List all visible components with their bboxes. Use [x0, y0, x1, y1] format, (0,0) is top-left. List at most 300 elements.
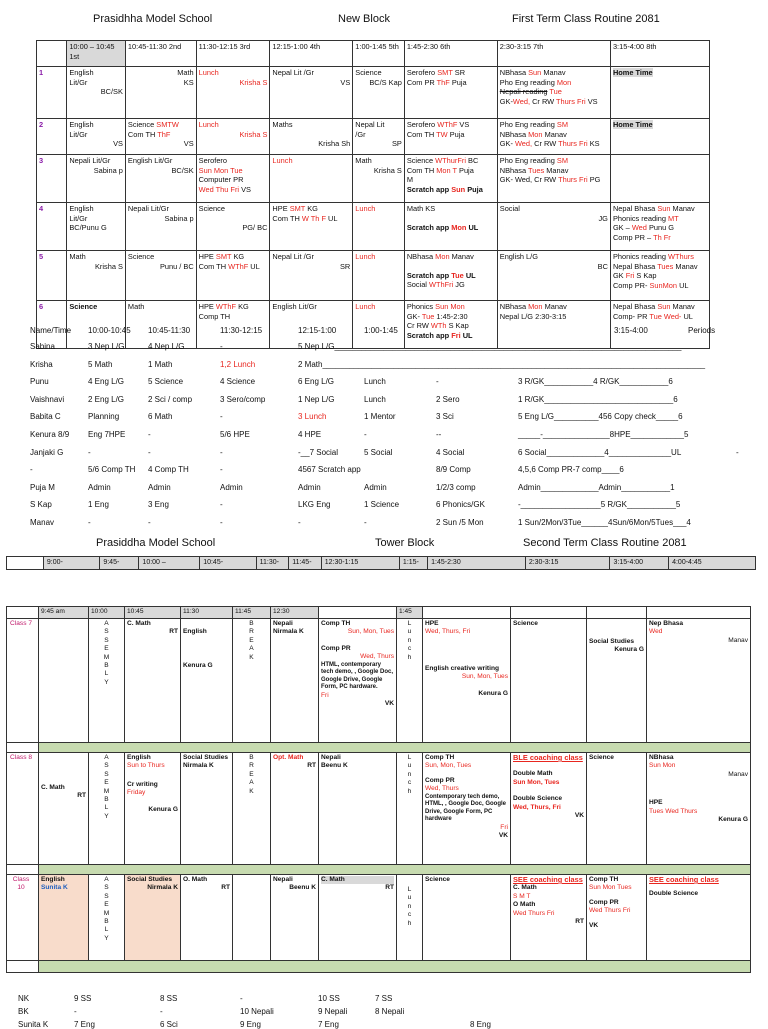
staff-cell: 1 Nep L/G	[298, 394, 335, 404]
subject: BLE coaching class	[513, 753, 583, 762]
cell	[196, 251, 270, 301]
time-cell: 10:00	[89, 607, 125, 619]
time-cell: 1:45	[397, 607, 423, 619]
cell	[39, 619, 89, 743]
subject: Comp TH	[321, 620, 351, 627]
cell	[497, 119, 610, 155]
teacher: Manav	[672, 204, 695, 213]
subject: Comp PR	[321, 644, 351, 652]
teacher: JG	[598, 213, 608, 223]
teacher: VS	[183, 139, 194, 149]
teacher: Manav	[544, 302, 567, 311]
subject: Science	[69, 302, 98, 311]
cell	[67, 155, 126, 203]
bar-cell: 9:45-	[100, 557, 139, 570]
class-8-row	[7, 753, 751, 865]
letter: B	[104, 662, 109, 670]
cell	[404, 203, 497, 251]
bar-cell: 1:45-2:30	[428, 557, 526, 570]
letter: h	[407, 919, 412, 927]
bottom-cell: 9 Nepali	[318, 1007, 348, 1016]
time-header: 1:45-2:30 6th	[404, 41, 497, 67]
days: Wed Thurs Fri	[513, 909, 555, 917]
subject: SEE coaching class	[649, 875, 719, 884]
subject: Lunch	[198, 120, 219, 129]
teacher: PG/ BC	[242, 222, 268, 232]
bar-cell: 4:00-4:45	[669, 557, 756, 570]
days: WThurs	[668, 252, 694, 261]
cell	[39, 753, 89, 865]
subject: Social Studies	[183, 754, 229, 761]
cell	[67, 203, 126, 251]
teacher: Sabina p	[164, 213, 194, 223]
table-row	[37, 119, 710, 155]
staff-cell: Admin	[148, 482, 171, 492]
lunch-cell	[397, 619, 423, 743]
staff-cell: _____-_______________8HPE____________5	[518, 430, 689, 439]
bar-cell: 1:15-	[399, 557, 427, 570]
days: SM	[556, 156, 568, 165]
bottom-cell: 9 Eng	[240, 1020, 261, 1029]
subject: Com TH	[272, 213, 300, 223]
days: Thurs Fri	[556, 96, 586, 106]
teacher: BC	[597, 261, 608, 271]
subject: Nepali Lit/Gr	[127, 204, 169, 213]
days: Sun	[657, 204, 671, 213]
cell	[497, 251, 610, 301]
cell	[587, 753, 647, 865]
staff-cell: 1/2/3 comp	[436, 482, 476, 492]
subject: Nepali	[273, 876, 293, 883]
topics: Contemporary tech demo, HTML, , Google Doc, Google Drive, Google Form, PC hardware	[425, 793, 506, 823]
cell	[181, 753, 233, 865]
days: WThFri	[429, 280, 454, 290]
days: ThF	[157, 129, 171, 139]
header-cell: 10:00-10:45	[88, 326, 131, 335]
subject: O. Math	[183, 876, 208, 883]
letter: c	[407, 645, 412, 653]
bottom-cell: -	[160, 1007, 163, 1016]
letter: K	[249, 787, 254, 795]
staff-cell: --	[436, 430, 442, 439]
subject: Math	[177, 68, 194, 77]
staff-cell: Puja M	[30, 482, 55, 492]
days: Sun	[657, 302, 671, 311]
teacher: UL	[250, 261, 260, 271]
staff-cell: -	[364, 518, 367, 527]
subject: Pho Eng reading	[499, 156, 555, 165]
letter: A	[249, 645, 254, 653]
subject: Science	[425, 876, 450, 883]
subject: Nepali Lit/Gr	[69, 156, 111, 165]
lunch-cell	[397, 875, 423, 961]
row-number: 2	[37, 119, 67, 155]
letter: Y	[104, 678, 109, 686]
staff-cell: 5/6 HPE	[220, 430, 250, 439]
teacher: Manav	[543, 68, 566, 77]
teacher: Nirmala K	[273, 628, 304, 636]
teacher: RT	[575, 918, 584, 926]
days: W Th F	[301, 213, 326, 223]
subject: Comp- PR	[612, 311, 648, 321]
subject: Scratch app	[406, 270, 450, 280]
teacher: KS	[589, 139, 600, 149]
teacher: PG	[589, 175, 601, 185]
cell	[423, 875, 511, 961]
cell	[353, 155, 405, 203]
teacher: UL	[468, 222, 479, 232]
letter: R	[249, 628, 254, 636]
subject: GK- Wed, Cr RW	[499, 175, 557, 185]
letter: L	[104, 926, 109, 934]
subject: Phonics	[406, 302, 434, 311]
cell	[181, 875, 233, 961]
cell	[271, 875, 319, 961]
cell	[271, 619, 319, 743]
teacher: SR	[340, 261, 351, 271]
class-name: Class 7	[10, 620, 32, 627]
teacher: Sunita K	[41, 884, 68, 892]
staff-cell: Admin	[364, 482, 387, 492]
subject: NBhasa	[499, 165, 527, 175]
staff-cell: Admin	[298, 482, 321, 492]
days: Sun, Mon, Tues	[347, 628, 394, 636]
days: SM	[556, 120, 568, 129]
divider-row	[7, 743, 751, 753]
block-name: New Block	[338, 13, 390, 25]
staff-cell: -	[364, 430, 367, 439]
teacher: Punu G	[648, 223, 675, 233]
letter: L	[407, 754, 412, 761]
staff-cell: 2 Math______________________________________________________________________________________	[298, 359, 706, 369]
subject: Pho Eng reading	[499, 77, 555, 87]
days: Fri	[451, 330, 461, 340]
days: Mon	[528, 302, 543, 311]
subject: Com TH	[127, 129, 156, 139]
teacher: Puja	[467, 184, 483, 194]
subject: Lunch	[355, 204, 376, 213]
time-header: 10:00 – 10:45 1st	[67, 41, 126, 67]
row-number: 5	[37, 251, 67, 301]
teacher: UL	[328, 213, 338, 223]
subject: Science	[198, 204, 225, 213]
subject: English creative writing	[425, 664, 500, 672]
cell	[125, 875, 181, 961]
teacher: VS	[587, 96, 598, 106]
cell	[404, 251, 497, 301]
days: Wed,	[514, 139, 533, 149]
subject: Nepali	[321, 754, 341, 761]
subject: Science	[406, 156, 434, 165]
days: Tue	[549, 87, 562, 97]
staff-cell: 4,5,6 Comp PR-7 comp____6	[518, 465, 624, 475]
days: Friday	[127, 789, 146, 797]
days: WThF	[215, 302, 237, 311]
bottom-cell: 10 Nepali	[240, 1007, 274, 1016]
teacher: UL	[462, 330, 473, 340]
teacher: RT	[221, 884, 230, 892]
staff-cell: Lunch	[364, 377, 386, 387]
staff-cell: 1 Math	[148, 359, 173, 369]
cell	[233, 875, 271, 961]
bottom-cell: BK	[18, 1007, 29, 1016]
subject: Science	[513, 620, 538, 627]
cell	[67, 119, 126, 155]
staff-cell: 1 Science	[364, 500, 400, 510]
bottom-cell: 7 Eng	[318, 1020, 339, 1029]
subject: Nepal Lit /Gr	[272, 252, 314, 261]
time-cell	[423, 607, 511, 619]
days: Sun, Mon, Tues	[425, 762, 472, 770]
teacher: Beenu K	[289, 884, 316, 892]
teacher: Krisha Sh	[318, 138, 351, 148]
teacher: S Kap	[636, 271, 657, 281]
assembly-cell	[89, 875, 125, 961]
letter: n	[407, 770, 412, 778]
cell	[423, 753, 511, 865]
days: S M T	[513, 892, 531, 900]
teacher: SP	[391, 139, 402, 149]
days: Sun Mon	[435, 302, 465, 311]
subject: Lunch	[355, 252, 376, 261]
teacher: BC	[468, 156, 479, 165]
subject: Serofero	[406, 68, 436, 77]
assembly-cell	[89, 753, 125, 865]
letter: u	[407, 628, 412, 636]
home-time: Home Time	[612, 120, 653, 129]
days: WThF	[228, 261, 249, 271]
subject: English	[41, 876, 65, 883]
staff-cell: Kenura 8/9	[30, 430, 70, 439]
days: Mon	[556, 77, 572, 87]
header-cell: Periods	[688, 326, 716, 335]
staff-cell: 1 Eng	[88, 500, 109, 510]
letter: L	[104, 804, 109, 812]
cell	[610, 203, 709, 251]
teacher: Krisha S	[373, 165, 402, 175]
letter: L	[407, 886, 412, 893]
days: Tues	[657, 261, 674, 271]
staff-cell: 5/6 Comp TH	[88, 465, 136, 475]
class-10-row	[7, 875, 751, 961]
bar-cell: 11:45-	[289, 557, 322, 570]
topics: HTML, contemporary tech demo, , Google Doc, Google Drive, Google Form, PC hardware.	[321, 661, 394, 691]
teacher: VK	[574, 812, 584, 820]
subject: Nep Bhasa	[649, 620, 684, 627]
staff-cell: S Kap	[30, 500, 52, 510]
cell	[610, 119, 709, 155]
cell	[404, 67, 497, 119]
subject: Phonics reading	[612, 252, 666, 261]
subject: HPE	[425, 620, 439, 627]
days: Th Fr	[653, 232, 671, 242]
time-cell: 9:45 am	[39, 607, 89, 619]
staff-cell: Planning	[88, 412, 120, 422]
bar-cell: 10:00 –	[139, 557, 200, 570]
cell	[67, 251, 126, 301]
staff-cell: 3 R/GK___________4 R/GK___________6	[518, 377, 673, 387]
teacher: VK	[384, 700, 394, 708]
subject: Com TH	[198, 261, 227, 271]
time-cell: 11:30	[181, 607, 233, 619]
teacher: Punu / BC	[159, 261, 194, 271]
days: Wed	[631, 223, 647, 233]
subject: Nepal Lit /Gr	[272, 68, 314, 77]
days: Mon T	[436, 165, 457, 175]
staff-cell: -	[220, 500, 223, 510]
days: Fri	[625, 271, 635, 281]
subject: Com PR	[406, 77, 435, 87]
cell	[587, 619, 647, 743]
subject: Nepali reading	[499, 87, 548, 97]
cell	[125, 619, 181, 743]
time-cell	[587, 607, 647, 619]
staff-cell: 3 Sci	[436, 412, 454, 422]
teacher: Nirmala K	[183, 762, 214, 770]
days: Wed, Thurs	[425, 785, 459, 793]
teacher: VS	[340, 77, 351, 87]
cell	[404, 155, 497, 203]
staff-cell: -	[148, 430, 151, 439]
divider-bar	[39, 743, 751, 753]
school-name-2: Prasiddha Model School	[96, 537, 216, 549]
days: Wed Thurs Fri	[589, 907, 631, 915]
subject: C. Math	[127, 620, 151, 627]
subject: Nepal Bhasa	[612, 261, 656, 271]
staff-cell: Janjaki G	[30, 447, 64, 457]
subject: Comp PR-	[612, 280, 648, 290]
subject: NBhasa	[499, 129, 527, 139]
letter: u	[407, 762, 412, 770]
days: Thurs Fri	[558, 175, 588, 185]
teacher: SR	[454, 68, 466, 77]
bottom-cell: 8 SS	[160, 994, 178, 1003]
letter: A	[249, 779, 254, 787]
cell	[271, 753, 319, 865]
letter: M	[103, 909, 110, 917]
table-row	[37, 251, 710, 301]
days: WThurFri	[435, 156, 466, 165]
time-header: 2:30-3:15 7th	[497, 41, 610, 67]
staff-cell: 4 Nep L/G	[148, 342, 185, 351]
lunch-cell	[397, 753, 423, 865]
time-cell: 10:45	[125, 607, 181, 619]
staff-cell: Vaishnavi	[30, 394, 65, 404]
time-cell	[511, 607, 587, 619]
subject: NBhasa	[649, 754, 674, 761]
subject: Lunch	[355, 302, 376, 311]
days: Tue Wed-	[649, 311, 682, 321]
subject: Cr writing	[127, 780, 158, 788]
letter: L	[104, 670, 109, 678]
time-header: 3:15-4:00 8th	[610, 41, 709, 67]
staff-cell: 5 Math	[88, 359, 113, 369]
cell	[125, 251, 196, 301]
subject: GK-	[499, 139, 513, 149]
subject: SEE coaching class	[513, 875, 583, 884]
staff-cell: -	[220, 412, 223, 422]
header-cell: 11:30-12:15	[220, 326, 263, 335]
teacher: Manav	[728, 770, 748, 778]
bar-cell: 10:45-	[200, 557, 256, 570]
days: Tues	[527, 165, 545, 175]
letter: n	[407, 636, 412, 644]
assembly-text	[91, 620, 122, 687]
staff-cell: 4 HPE	[298, 430, 322, 439]
days: Sun	[528, 68, 542, 77]
subject: Double Science	[513, 795, 563, 803]
bar-cell: 9:00-	[43, 557, 99, 570]
cell	[647, 875, 751, 961]
staff-cell: Krisha	[30, 359, 53, 369]
staff-cell: Lunch	[364, 394, 386, 404]
days: Sun Mon, Tues	[513, 778, 560, 786]
subject: Com TH	[406, 129, 435, 139]
subject: GK	[612, 271, 624, 281]
subject: GK-	[499, 96, 513, 106]
days: SMT	[437, 68, 453, 77]
staff-cell: Admin	[88, 482, 111, 492]
row-number: 3	[37, 155, 67, 203]
staff-cell: 1 Sun/2Mon/3Tue______4Sun/6Mon/5Tues___4	[518, 518, 691, 527]
letter: c	[407, 911, 412, 919]
staff-cell: 6 Math	[148, 412, 173, 422]
days: SMTW	[156, 120, 179, 129]
subject: English L/G	[499, 252, 538, 261]
staff-cell: 1 Mentor	[364, 412, 396, 422]
corner-cell	[7, 607, 39, 619]
staff-cell: -	[30, 465, 33, 475]
days: Tue	[451, 270, 464, 280]
lunch-text	[399, 620, 420, 662]
teacher: Manav	[675, 261, 698, 271]
cell	[353, 203, 405, 251]
staff-cell: 2 Sci / comp	[148, 394, 193, 404]
subject: Nepal Lit /Gr	[355, 120, 385, 139]
teacher: UL	[465, 270, 476, 280]
block-name-2: Tower Block	[375, 537, 435, 549]
letter: L	[407, 620, 412, 627]
bottom-cell: 9 SS	[74, 994, 92, 1003]
subject: Comp TH	[589, 876, 619, 883]
days: Sun Mon Tues	[589, 884, 632, 892]
bottom-cell: 7 SS	[375, 994, 393, 1003]
teacher: VS	[113, 139, 123, 149]
divider	[7, 961, 39, 973]
subject: Double Math	[513, 770, 553, 778]
break-cell	[233, 753, 271, 865]
subject: Nepal Bhasa	[612, 302, 656, 311]
subject: Scratch app	[406, 184, 450, 194]
subject: Nepali	[273, 620, 293, 627]
teacher: Kenura G	[148, 805, 178, 813]
class-7-row	[7, 619, 751, 743]
routine-title: First Term Class Routine 2081	[512, 13, 660, 25]
staff-cell: -	[220, 447, 223, 457]
days: Wed, Thurs, Fri	[513, 803, 561, 811]
teacher: BC/SK	[171, 165, 194, 175]
subject: HPE	[198, 302, 214, 311]
subject: Nepal Bhasa	[612, 204, 656, 213]
staff-cell: 3 Nep L/G	[88, 342, 125, 351]
bottom-cell: 8 Nepali	[375, 1007, 405, 1016]
subject: Social Studies	[127, 876, 173, 883]
assembly-text	[91, 876, 122, 943]
teacher: Kenura G	[718, 816, 748, 824]
staff-cell: -	[148, 447, 151, 457]
teacher: VS	[459, 120, 470, 129]
letter: E	[104, 645, 109, 653]
